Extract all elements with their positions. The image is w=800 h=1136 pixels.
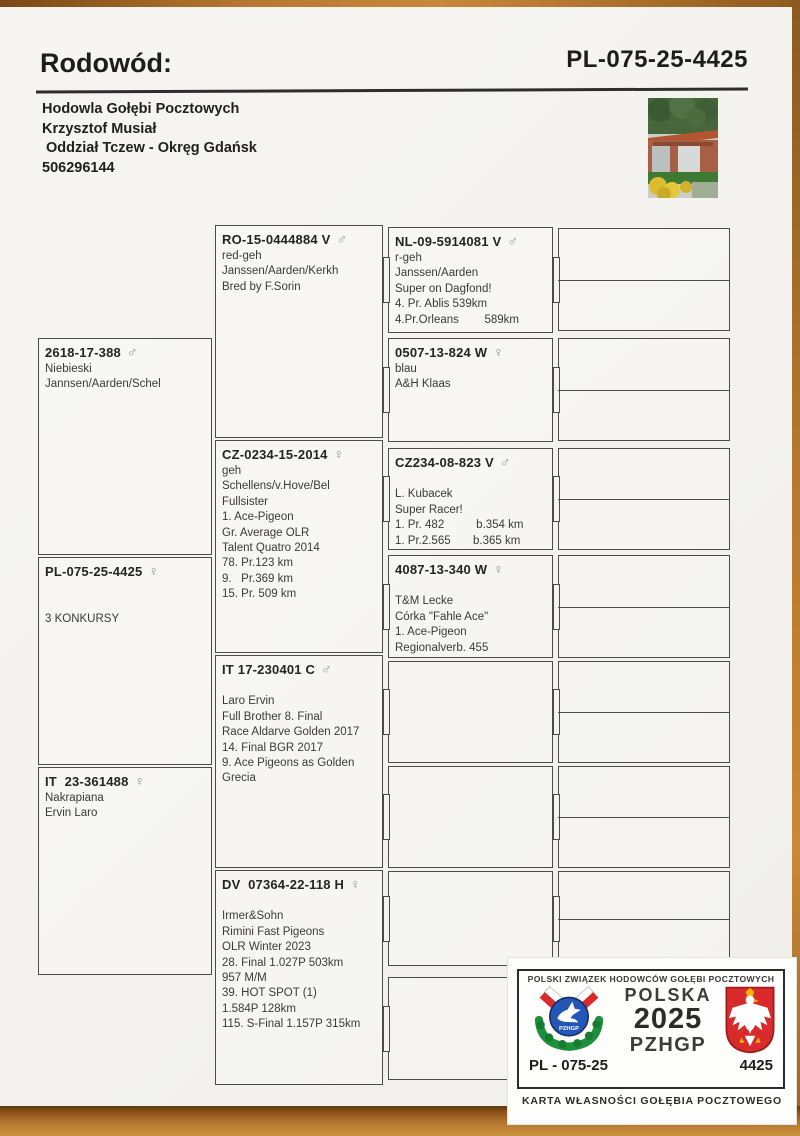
ring-number: IT 23-361488: [45, 774, 129, 789]
text-line: [395, 579, 546, 594]
pzhgp-stamp: [508, 958, 796, 1124]
text-line: Regionalverb. 455: [395, 641, 489, 654]
stamp-country: POLSKA: [624, 984, 712, 1005]
female-symbol: ♀: [493, 344, 504, 360]
ring-number: CZ-0234-15-2014: [222, 447, 328, 462]
text-line: 4. Pr. Ablis 539km: [395, 298, 488, 311]
pair-divider: [558, 817, 730, 818]
text-line: red-geh: [222, 250, 262, 262]
pedigree-box-dam: [38, 767, 212, 975]
text-line: 4.Pr.Orleans 589km: [395, 313, 519, 326]
stamp-serial-number: 4425: [739, 1057, 773, 1074]
text-line: geh: [222, 465, 242, 477]
text-line: 1. Pr.2.565 b.365 km: [395, 534, 521, 547]
text-line: Hodowla Gołębi Pocztowych: [42, 101, 240, 117]
text-line: Full Brother 8. Final: [222, 710, 323, 723]
pair-divider: [558, 390, 730, 391]
text-line: 957 M/M: [222, 972, 267, 985]
pedigree-box-pair-empty: [558, 338, 730, 441]
text-line: r-geh: [395, 252, 422, 264]
male-symbol: ♂: [507, 233, 518, 249]
text-line: 78. Pr.123 km: [222, 557, 293, 570]
connector-tab: [383, 1006, 390, 1052]
text-line: Super on Dagfond!: [395, 282, 492, 295]
pair-divider: [558, 280, 730, 281]
female-symbol: ♀: [350, 876, 361, 892]
pedigree-box-pair-empty: [558, 228, 730, 331]
text-line: Oddział Tczew - Okręg Gdańsk: [42, 140, 257, 156]
text-line: Race Aldarve Golden 2017: [222, 726, 360, 739]
ring-number: CZ234-08-823 V: [395, 455, 494, 470]
pedigree-box-sire-dam: [215, 440, 383, 653]
stamp-caption: KARTA WŁASNOŚCI GOŁĘBIA POCZTOWEGO: [522, 1095, 782, 1107]
ring-number: IT 17-230401 C: [222, 662, 316, 677]
text-line: Bred by F.Sorin: [222, 280, 301, 293]
text-line: [45, 596, 205, 611]
pedigree-box-dam-dam: [215, 870, 383, 1085]
page-title: Rodowód:: [40, 48, 172, 78]
ring-number: 4087-13-340 W: [395, 562, 488, 577]
text-line: L. Kubacek: [395, 488, 453, 501]
text-line: Irmer&Sohn: [222, 910, 284, 923]
pedigree-box-pair-empty: [558, 766, 730, 868]
text-line: [222, 894, 376, 909]
ring-number: NL-09-5914081 V: [395, 234, 502, 249]
text-line: Niebieski: [45, 363, 92, 375]
text-line: 28. Final 1.027P 503km: [222, 956, 344, 969]
svg-text:PZHGP: PZHGP: [558, 1026, 580, 1032]
male-symbol: ♂: [336, 231, 348, 247]
text-line: 1.584P 128km: [222, 1002, 296, 1015]
pair-divider: [558, 712, 730, 713]
text-line: 1. Ace-Pigeon: [395, 626, 467, 639]
ring-number: RO-15-0444884 V: [222, 232, 331, 247]
connector-tab: [383, 367, 390, 413]
text-line: blau: [395, 363, 417, 375]
female-symbol: ♀: [493, 561, 504, 577]
text-line: A&H Klaas: [395, 378, 451, 391]
text-line: Fullsister: [222, 495, 269, 508]
pair-divider: [558, 499, 730, 500]
text-line: Laro Ervin: [222, 695, 275, 708]
text-line: Talent Quatro 2014: [222, 542, 320, 555]
pedigree-box-pair-empty: [558, 555, 730, 658]
pair-divider: [558, 919, 730, 920]
text-line: 1. Ace-Pigeon: [222, 511, 294, 524]
stamp-border: [517, 969, 785, 1089]
text-line: Ervin Laro: [45, 807, 98, 820]
text-line: Schellens/v.Hove/Bel: [222, 480, 330, 493]
pedigree-box-dam-sire: [215, 655, 383, 868]
text-line: 14. Final BGR 2017: [222, 741, 324, 754]
text-line: Jannsen/Aarden/Schel: [45, 378, 161, 391]
connector-tab: [383, 257, 390, 303]
pzhgp-dove-emblem: [523, 985, 615, 1055]
pedigree-box-sire-sire: [215, 225, 383, 438]
pedigree-box-pair-empty: [558, 661, 730, 763]
text-line: 3 KONKURSY: [45, 612, 120, 625]
text-line: [222, 679, 376, 694]
breeder-info: [42, 100, 257, 178]
connector-tab: [383, 689, 390, 735]
text-line: [395, 472, 546, 487]
text-line: 115. S-Final 1.157P 315km: [222, 1018, 361, 1031]
text-line: Krzysztof Musiał: [42, 120, 157, 137]
ring-number: 2618-17-388: [45, 345, 121, 360]
pedigree-box-empty: [388, 661, 553, 763]
pedigree-box-subject: [38, 557, 212, 765]
text-line: 9. Ace Pigeons as Golden: [222, 757, 355, 770]
pedigree-box-sire: [38, 338, 212, 555]
ring-number: PL-075-25-4425: [45, 564, 143, 579]
text-line: Nakrapiana: [45, 792, 104, 804]
table-edge-top: [0, 0, 800, 7]
male-symbol: ♂: [126, 344, 138, 360]
text-line: Córka "Fahle Ace": [395, 610, 489, 623]
female-symbol: ♀: [148, 563, 159, 579]
connector-tab: [383, 794, 390, 840]
pair-divider: [558, 607, 730, 608]
pedigree-box-gen3-3: [388, 448, 553, 550]
text-line: 506296144: [42, 159, 115, 176]
ring-number: 0507-13-824 W: [395, 345, 488, 360]
stamp-org-abbr: PZHGP: [629, 1033, 707, 1056]
text-line: 15. Pr. 509 km: [222, 588, 297, 601]
text-line: Grecia: [222, 772, 256, 785]
text-line: OLR Winter 2023: [222, 941, 311, 954]
pedigree-box-gen3-4: [388, 555, 553, 658]
text-line: 39. HOT SPOT (1): [222, 987, 317, 1000]
poland-eagle-emblem: [721, 985, 779, 1055]
text-line: Janssen/Aarden: [395, 267, 479, 280]
stamp-year: 2025: [633, 1002, 703, 1035]
stamp-district-number: PL - 075-25: [529, 1057, 608, 1074]
pedigree-box-gen3-1: [388, 227, 553, 333]
pedigree-box-pair-empty: [558, 448, 730, 550]
connector-tab: [383, 476, 390, 522]
pedigree-box-pair-empty: [558, 871, 730, 966]
connector-tab: [383, 584, 390, 630]
text-line: Super Racer!: [395, 503, 463, 516]
text-line: [45, 581, 205, 596]
male-symbol: ♂: [499, 454, 511, 470]
stamp-association: POLSKI ZWIĄZEK HODOWCÓW GOŁĘBI POCZTOWYCH: [527, 974, 775, 984]
ring-number: DV 07364-22-118 H: [222, 877, 345, 892]
text-line: 1. Pr. 482 b.354 km: [395, 519, 524, 532]
male-symbol: ♂: [321, 661, 332, 677]
text-line: T&M Lecke: [395, 595, 454, 608]
header-ring-number: PL-075-25-4425: [566, 46, 748, 73]
pedigree-box-empty: [388, 871, 553, 966]
female-symbol: ♀: [134, 773, 146, 789]
pedigree-box-empty: [388, 766, 553, 868]
pedigree-box-gen3-2: [388, 338, 553, 442]
text-line: Rimini Fast Pigeons: [222, 925, 325, 938]
text-line: Janssen/Aarden/Kerkh: [222, 265, 339, 278]
female-symbol: ♀: [333, 446, 345, 462]
text-line: Gr. Average OLR: [222, 526, 310, 539]
loft-photo: [648, 98, 718, 198]
connector-tab: [383, 896, 390, 942]
text-line: 9. Pr.369 km: [222, 572, 293, 585]
